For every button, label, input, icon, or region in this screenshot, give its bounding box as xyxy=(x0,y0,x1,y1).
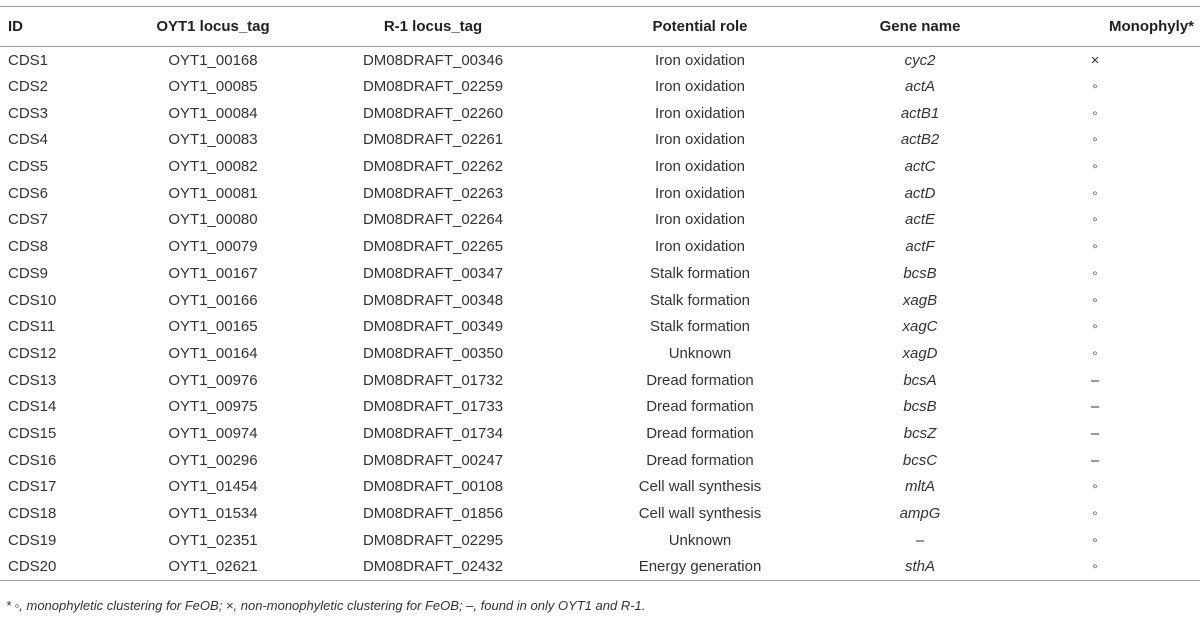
cell-id: CDS15 xyxy=(8,424,57,442)
cell-monophyly: ◦ xyxy=(1092,318,1098,336)
table-row xyxy=(0,340,1200,367)
header-potential-role: Potential role xyxy=(550,7,850,47)
cell-oyt1-locus-tag: OYT1_00079 xyxy=(168,238,258,256)
cell-potential-role: Unknown xyxy=(668,344,732,362)
cell-id: CDS18 xyxy=(8,505,57,523)
table-row xyxy=(0,474,1200,501)
cell-potential-role: Iron oxidation xyxy=(654,158,746,176)
table-row xyxy=(0,153,1200,180)
cell-oyt1-locus-tag: OYT1_00082 xyxy=(168,158,258,176)
table-row xyxy=(0,420,1200,447)
cell-monophyly: ◦ xyxy=(1092,131,1098,149)
cell-id: CDS6 xyxy=(8,184,49,202)
cell-potential-role: Iron oxidation xyxy=(654,78,746,96)
cell-oyt1-locus-tag: OYT1_00167 xyxy=(168,264,258,282)
cell-r1-locus-tag: DM08DRAFT_02295 xyxy=(362,531,504,549)
header-r1-locus-tag: R-1 locus_tag xyxy=(316,7,550,47)
cell-id: CDS3 xyxy=(8,104,49,122)
cell-monophyly: ◦ xyxy=(1092,344,1098,362)
cell-oyt1-locus-tag: OYT1_02351 xyxy=(168,531,258,549)
cell-gene-name: – xyxy=(915,531,925,549)
cell-id: CDS2 xyxy=(8,78,49,96)
table-row xyxy=(0,233,1200,260)
cell-oyt1-locus-tag: OYT1_01534 xyxy=(168,505,258,523)
cell-monophyly: ◦ xyxy=(1092,264,1098,282)
cell-monophyly: ◦ xyxy=(1092,211,1098,229)
cell-oyt1-locus-tag: OYT1_00976 xyxy=(168,371,258,389)
cell-gene-name: bcsC xyxy=(902,451,938,469)
cell-r1-locus-tag: DM08DRAFT_00247 xyxy=(362,451,504,469)
cell-potential-role: Iron oxidation xyxy=(654,104,746,122)
cell-monophyly: ◦ xyxy=(1092,478,1098,496)
cell-id: CDS12 xyxy=(8,344,57,362)
cell-oyt1-locus-tag: OYT1_00296 xyxy=(168,451,258,469)
cell-oyt1-locus-tag: OYT1_00081 xyxy=(168,184,258,202)
cell-r1-locus-tag: DM08DRAFT_00108 xyxy=(362,478,504,496)
cell-potential-role: Dread formation xyxy=(646,424,754,442)
table-row xyxy=(0,260,1200,287)
table-row xyxy=(0,500,1200,527)
cell-id: CDS13 xyxy=(8,371,57,389)
cell-monophyly: ◦ xyxy=(1092,291,1098,309)
cell-gene-name: actF xyxy=(905,238,935,256)
header-row xyxy=(0,7,1200,47)
cell-gene-name: actA xyxy=(904,78,935,96)
cell-gene-name: actC xyxy=(904,158,936,176)
table-row xyxy=(0,207,1200,234)
cell-monophyly: – xyxy=(1090,424,1100,442)
cell-monophyly: – xyxy=(1090,398,1100,416)
cell-gene-name: bcsA xyxy=(903,371,937,389)
table-row xyxy=(0,100,1200,127)
cell-potential-role: Energy generation xyxy=(550,554,850,581)
table-row xyxy=(0,127,1200,154)
cell-oyt1-locus-tag: OYT1_00164 xyxy=(168,344,258,362)
cell-r1-locus-tag: DM08DRAFT_02262 xyxy=(362,158,504,176)
cell-oyt1-locus-tag: OYT1_00085 xyxy=(168,78,258,96)
cell-potential-role: Stalk formation xyxy=(649,318,751,336)
cell-gene-name: actD xyxy=(904,184,936,202)
cell-r1-locus-tag: DM08DRAFT_02265 xyxy=(362,238,504,256)
cell-gene-name: actB2 xyxy=(900,131,940,149)
cell-oyt1-locus-tag: OYT1_00168 xyxy=(168,51,258,69)
cell-id: CDS17 xyxy=(8,478,57,496)
cell-gene-name: xagC xyxy=(902,318,938,336)
cell-monophyly: – xyxy=(1090,451,1100,469)
cell-oyt1-locus-tag: OYT1_00080 xyxy=(168,211,258,229)
cell-r1-locus-tag: DM08DRAFT_02259 xyxy=(362,78,504,96)
cell-r1-locus-tag: DM08DRAFT_01856 xyxy=(362,505,504,523)
cell-id: CDS16 xyxy=(8,451,57,469)
table-body xyxy=(0,47,1200,581)
table-row xyxy=(0,73,1200,100)
cell-r1-locus-tag: DM08DRAFT_02432 xyxy=(316,554,550,581)
table-row xyxy=(0,527,1200,554)
cell-oyt1-locus-tag: OYT1_00166 xyxy=(168,291,258,309)
cell-id: CDS1 xyxy=(8,51,49,69)
cell-gene-name: mltA xyxy=(905,478,935,496)
cell-monophyly: × xyxy=(1090,51,1100,69)
table-row xyxy=(0,554,1200,581)
cell-potential-role: Stalk formation xyxy=(649,291,751,309)
cell-r1-locus-tag: DM08DRAFT_02261 xyxy=(362,131,504,149)
cell-potential-role: Iron oxidation xyxy=(654,238,746,256)
header-oyt1-locus-tag: OYT1 locus_tag xyxy=(110,7,316,47)
cell-potential-role: Cell wall synthesis xyxy=(638,478,762,496)
cell-id: CDS14 xyxy=(8,398,57,416)
cell-r1-locus-tag: DM08DRAFT_02260 xyxy=(362,104,504,122)
cell-monophyly: ◦ xyxy=(1092,158,1098,176)
table-row xyxy=(0,313,1200,340)
cell-r1-locus-tag: DM08DRAFT_00346 xyxy=(362,51,504,69)
cell-gene-name: ampG xyxy=(899,505,941,523)
table-row xyxy=(0,367,1200,394)
cell-monophyly: ◦ xyxy=(1092,78,1098,96)
cell-monophyly: ◦ xyxy=(1092,104,1098,122)
cell-gene-name: xagB xyxy=(902,291,938,309)
cell-monophyly: ◦ xyxy=(1092,184,1098,202)
cell-id: CDS7 xyxy=(8,211,49,229)
table-row xyxy=(0,287,1200,314)
cell-gene-name: sthA xyxy=(850,554,990,581)
table-row xyxy=(0,47,1200,74)
header-id: ID xyxy=(0,7,110,47)
cell-gene-name: bcsB xyxy=(903,398,937,416)
cell-r1-locus-tag: DM08DRAFT_01734 xyxy=(362,424,504,442)
cell-monophyly: ◦ xyxy=(990,554,1200,581)
cell-oyt1-locus-tag: OYT1_01454 xyxy=(168,478,258,496)
cell-potential-role: Stalk formation xyxy=(649,264,751,282)
cell-monophyly: ◦ xyxy=(1092,238,1098,256)
cell-potential-role: Cell wall synthesis xyxy=(638,505,762,523)
cell-id: CDS19 xyxy=(8,531,57,549)
cell-r1-locus-tag: DM08DRAFT_00347 xyxy=(362,264,504,282)
cell-id: CDS4 xyxy=(8,131,49,149)
header-gene-name: Gene name xyxy=(850,7,990,47)
cell-r1-locus-tag: DM08DRAFT_02263 xyxy=(362,184,504,202)
cell-potential-role: Dread formation xyxy=(646,398,754,416)
table-header xyxy=(0,7,1200,47)
cell-gene-name: xagD xyxy=(902,344,938,362)
cell-id: CDS5 xyxy=(8,158,49,176)
table-row xyxy=(0,180,1200,207)
cell-potential-role: Iron oxidation xyxy=(654,131,746,149)
cell-oyt1-locus-tag: OYT1_00165 xyxy=(168,318,258,336)
cell-gene-name: actE xyxy=(904,211,935,229)
cell-oyt1-locus-tag: OYT1_00083 xyxy=(168,131,258,149)
cell-r1-locus-tag: DM08DRAFT_00349 xyxy=(362,318,504,336)
cell-id: CDS8 xyxy=(8,238,49,256)
cell-potential-role: Dread formation xyxy=(646,371,754,389)
cell-id: CDS20 xyxy=(0,554,110,581)
cell-gene-name: actB1 xyxy=(900,104,940,122)
cell-oyt1-locus-tag: OYT1_02621 xyxy=(110,554,316,581)
cell-r1-locus-tag: DM08DRAFT_00348 xyxy=(362,291,504,309)
cell-monophyly: ◦ xyxy=(1092,531,1098,549)
gene-table xyxy=(0,6,1200,581)
cell-gene-name: bcsZ xyxy=(903,424,937,442)
cell-monophyly: ◦ xyxy=(1092,505,1098,523)
cell-id: CDS10 xyxy=(8,291,57,309)
table-row xyxy=(0,393,1200,420)
cell-oyt1-locus-tag: OYT1_00974 xyxy=(168,424,258,442)
cell-potential-role: Dread formation xyxy=(646,451,754,469)
cell-potential-role: Iron oxidation xyxy=(654,51,746,69)
cell-id: CDS9 xyxy=(8,264,49,282)
cell-monophyly: – xyxy=(1090,371,1100,389)
cell-potential-role: Unknown xyxy=(668,531,732,549)
cell-gene-name: bcsB xyxy=(903,264,937,282)
cell-gene-name: cyc2 xyxy=(904,51,936,69)
table-footnote: * ◦, monophyletic clustering for FeOB; ×, non-monophyletic clustering for FeOB; –, found in only OYT1 and R-1. xyxy=(6,598,646,613)
table-row xyxy=(0,447,1200,474)
header-monophyly: Monophyly* xyxy=(990,7,1200,47)
cell-potential-role: Iron oxidation xyxy=(654,184,746,202)
cell-r1-locus-tag: DM08DRAFT_02264 xyxy=(362,211,504,229)
cell-oyt1-locus-tag: OYT1_00975 xyxy=(168,398,258,416)
cell-potential-role: Iron oxidation xyxy=(654,211,746,229)
cell-r1-locus-tag: DM08DRAFT_00350 xyxy=(362,344,504,362)
cell-r1-locus-tag: DM08DRAFT_01733 xyxy=(362,398,504,416)
cell-id: CDS11 xyxy=(8,318,56,336)
cell-oyt1-locus-tag: OYT1_00084 xyxy=(168,104,258,122)
cell-r1-locus-tag: DM08DRAFT_01732 xyxy=(362,371,504,389)
